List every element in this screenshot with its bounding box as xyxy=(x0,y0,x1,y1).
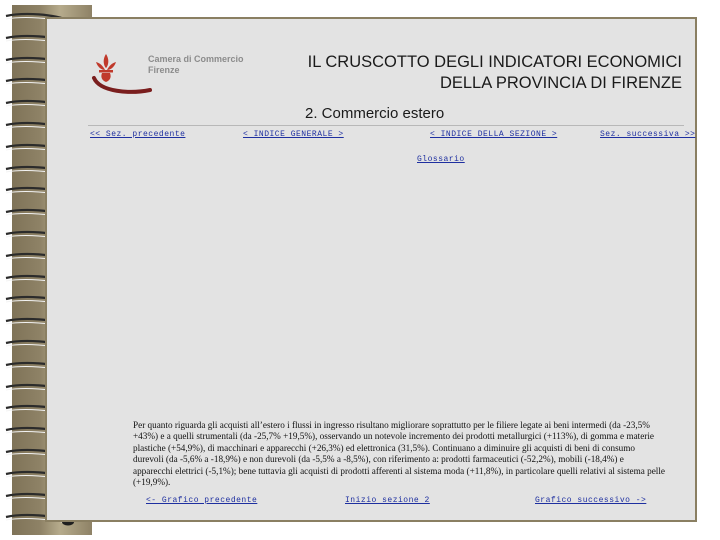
section-index-link[interactable]: < INDICE DELLA SEZIONE > xyxy=(430,130,558,139)
general-index-link[interactable]: < INDICE GENERALE > xyxy=(243,130,344,139)
prev-section-link[interactable]: << Sez. precedente xyxy=(90,130,186,139)
header-divider xyxy=(88,125,684,126)
title-line-2: DELLA PROVINCIA DI FIRENZE xyxy=(439,74,682,92)
next-section-link[interactable]: Sez. successiva >> xyxy=(600,130,696,139)
title-line-1: IL CRUSCOTTO DEGLI INDICATORI ECONOMICI xyxy=(307,53,682,71)
page-title xyxy=(242,52,682,94)
logo-line-2: Firenze xyxy=(148,65,180,75)
section-start-link[interactable]: Inizio sezione 2 xyxy=(345,496,430,505)
logo-line-1: Camera di Commercio xyxy=(148,54,244,64)
logo-text xyxy=(148,54,244,76)
next-chart-link[interactable]: Grafico successivo -> xyxy=(535,496,647,505)
glossary-link[interactable]: Glossario xyxy=(417,155,465,164)
analysis-paragraph: Per quanto riguarda gli acquisti all’estero i flussi in ingresso risultano migliorare soprattutto per le filiere legate ai beni intermedi (da -23,5% +43%) e a quelli strumentali (da -25,7% +19,5%), osservando un notevole incremento dei prodotti metallurgici (+113%), di gomma e materie plastiche (+54,9%), di macchinari e apparecchi (+26,3%) ed elettronica (31,5%). Continuano a diminuire gli acquisti di beni di consumo durevoli (da -5,6% a -18,9%) e non durevoli (da -5,5% a -8,5%), con riferimento a: prodotti farmaceutici (-52,2%), mobili (-18,4%) e apparecchi elettrici (-5,1%); bene tuttavia gli acquisti di prodotti afferenti al sistema moda (+11,8%), in particolare quelli relativi al sistema pelle (+19,9%). xyxy=(133,420,665,488)
section-title: 2. Commercio estero xyxy=(305,105,445,122)
prev-chart-link[interactable]: <- Grafico precedente xyxy=(146,496,258,505)
